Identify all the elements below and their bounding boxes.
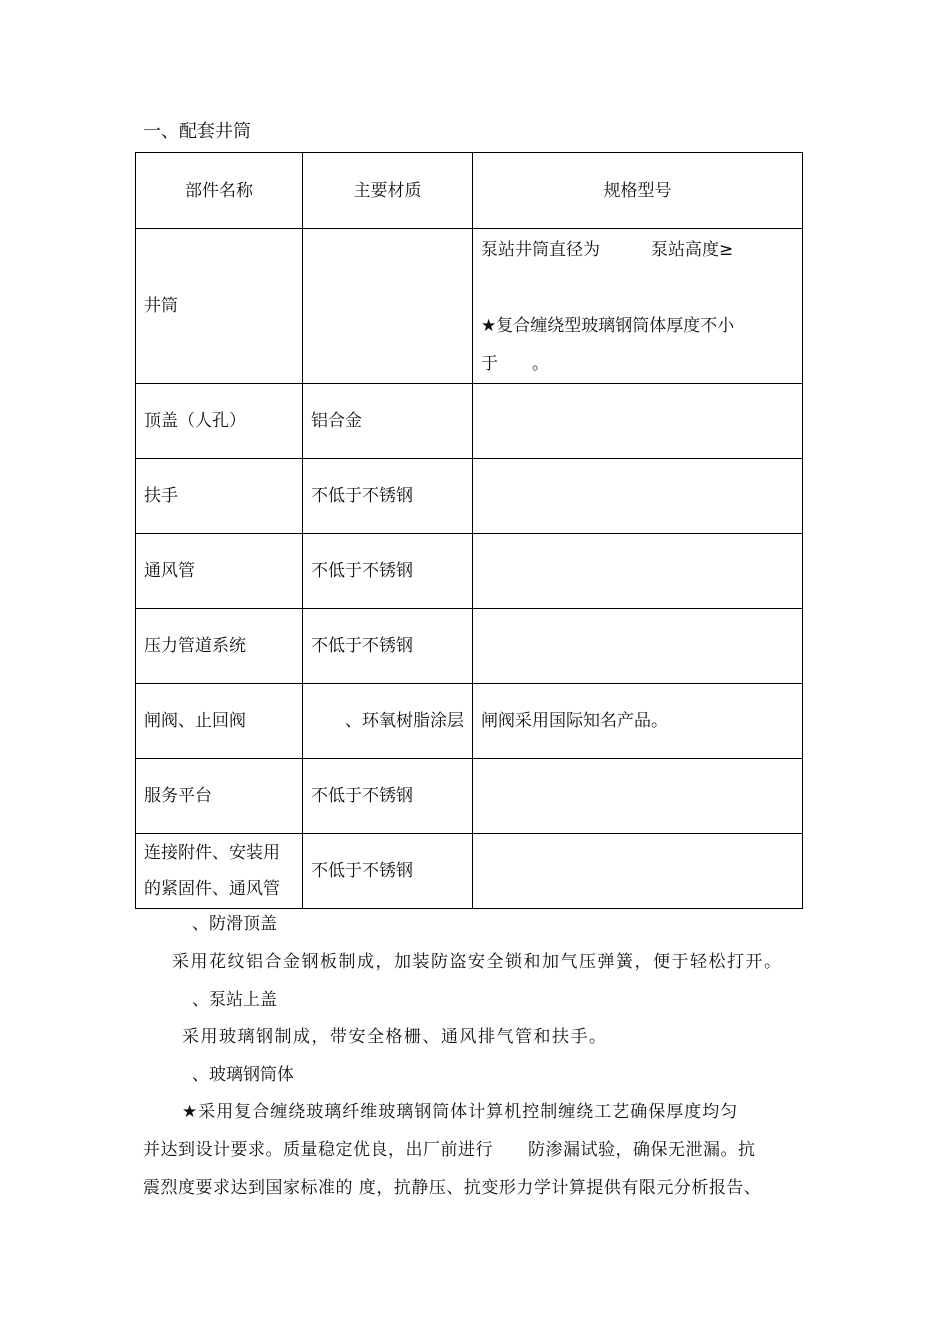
table-row	[136, 684, 803, 759]
table-row	[136, 229, 803, 384]
header-material: 主要材质	[303, 153, 473, 229]
cell-material: 不低于不锈钢	[303, 534, 473, 609]
cell-spec	[473, 834, 803, 909]
cell-spec	[473, 609, 803, 684]
spec-line: ★复合缠绕型玻璃钢筒体厚度不小	[481, 316, 735, 336]
item-heading-pump-cover: 、泵站上盖	[192, 990, 277, 1010]
cell-spec: 闸阀采用国际知名产品。	[473, 684, 803, 759]
cell-spec	[473, 534, 803, 609]
cell-part-name: 井筒	[136, 229, 303, 384]
spec-line	[481, 269, 794, 307]
cell-material: 不低于不锈钢	[303, 834, 473, 909]
spec-line: 泵站井筒直径为 泵站高度≥	[481, 240, 734, 260]
item-text-frp-body-line-2: 并达到设计要求。质量稳定优良，出厂前进行 防渗漏试验，确保无泄漏。抗	[143, 1140, 756, 1160]
table-row	[136, 609, 803, 684]
spec-table	[135, 152, 803, 909]
cell-spec	[473, 384, 803, 459]
header-part-name: 部件名称	[136, 153, 303, 229]
cell-material: 铝合金	[303, 384, 473, 459]
item-heading-anti-slip-cover: 、防滑顶盖	[192, 914, 277, 934]
table-row	[136, 534, 803, 609]
cell-material: 不低于不锈钢	[303, 459, 473, 534]
cell-spec	[473, 229, 803, 384]
cell-part-name: 连接附件、安装用的紧固件、通风管	[136, 834, 303, 909]
table-header-row	[136, 153, 803, 229]
cell-part-name: 通风管	[136, 534, 303, 609]
section-title: 一、配套井筒	[143, 121, 251, 142]
cell-material	[303, 229, 473, 384]
cell-part-name: 闸阀、止回阀	[136, 684, 303, 759]
item-text-frp-body-line-3: 震烈度要求达到国家标准的 度，抗静压、抗变形力学计算提供有限元分析报告、	[143, 1178, 762, 1198]
cell-spec	[473, 459, 803, 534]
table-row	[136, 834, 803, 909]
item-text-anti-slip-cover: 采用花纹铝合金钢板制成，加装防盗安全锁和加气压弹簧，便于轻松打开。	[172, 952, 783, 972]
item-heading-frp-body: 、玻璃钢筒体	[192, 1065, 294, 1085]
table-row	[136, 759, 803, 834]
spec-line: 于 。	[481, 354, 549, 374]
cell-part-name: 顶盖（人孔）	[136, 384, 303, 459]
cell-spec	[473, 759, 803, 834]
table-row	[136, 459, 803, 534]
table-row	[136, 384, 803, 459]
cell-part-name: 服务平台	[136, 759, 303, 834]
cell-material: 不低于不锈钢	[303, 759, 473, 834]
cell-material: 不低于不锈钢	[303, 609, 473, 684]
cell-part-name: 扶手	[136, 459, 303, 534]
item-text-pump-cover: 采用玻璃钢制成，带安全格栅、通风排气管和扶手。	[182, 1027, 608, 1047]
item-text-frp-body-line-1: ★采用复合缠绕玻璃纤维玻璃钢筒体计算机控制缠绕工艺确保厚度均匀	[182, 1102, 739, 1122]
cell-part-name: 压力管道系统	[136, 609, 303, 684]
header-spec: 规格型号	[473, 153, 803, 229]
cell-material: 、环氧树脂涂层	[303, 684, 473, 759]
